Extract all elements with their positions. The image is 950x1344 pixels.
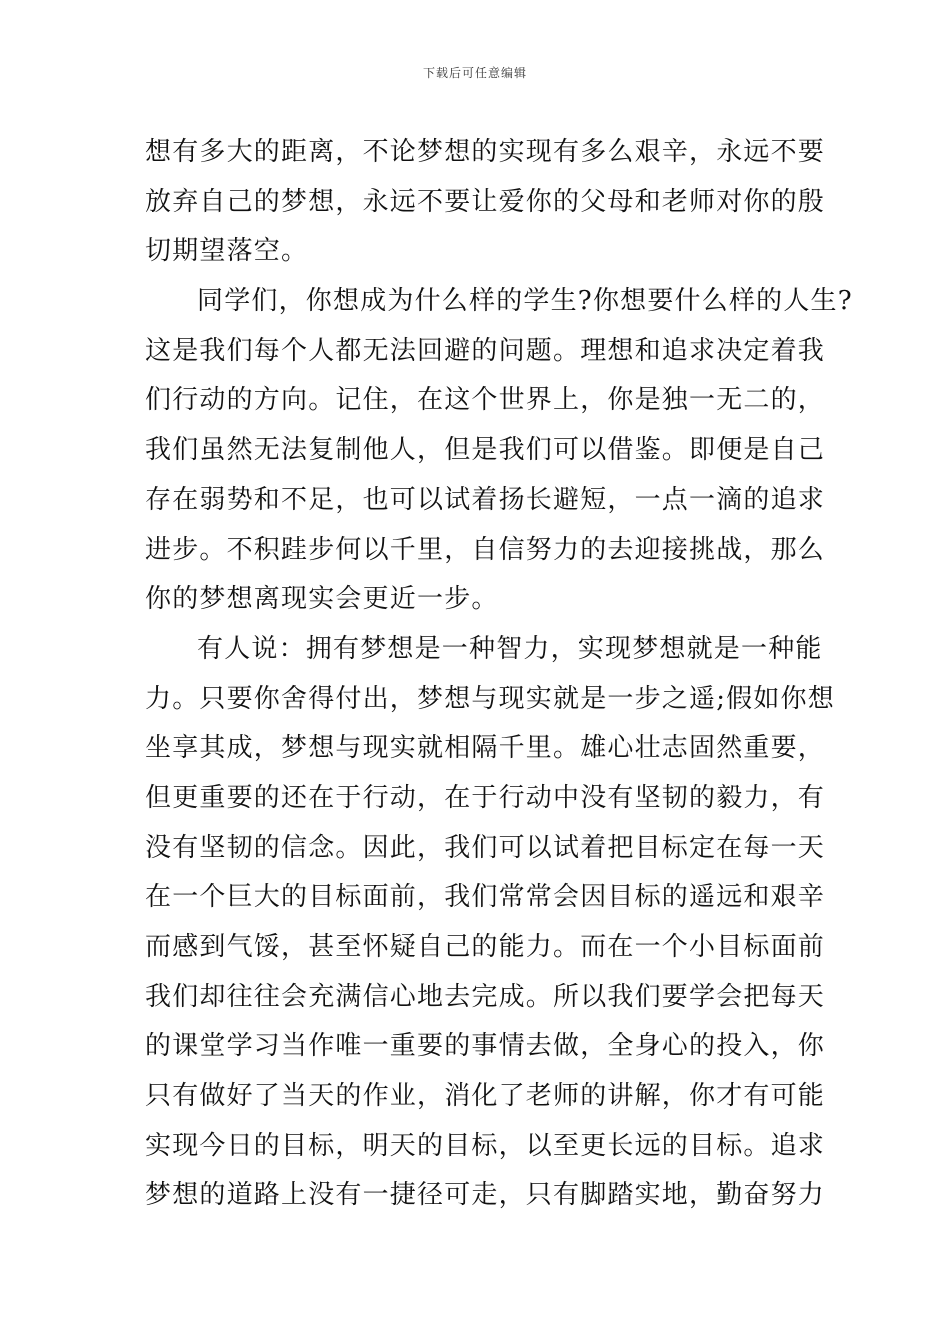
text-line: 我们却往往会充满信心地去完成。所以我们要学会把每天 (145, 981, 826, 1012)
text-line: 在一个巨大的目标面前，我们常常会因目标的遥远和艰辛 (145, 882, 826, 913)
text-line: 想有多大的距离，不论梦想的实现有多么艰辛，永远不要 (145, 137, 826, 167)
text-line: 你的梦想离现实会更近一步。 (145, 584, 499, 615)
text-line: 只有做好了当天的作业，消化了老师的讲解，你才有可能 (145, 1081, 826, 1112)
text-line: 没有坚韧的信念。因此，我们可以试着把目标定在每一天 (145, 832, 826, 863)
text-line: 这是我们每个人都无法回避的问题。理想和追求决定着我 (145, 335, 826, 366)
text-line: 但更重要的还在于行动，在于行动中没有坚韧的毅力，有 (145, 782, 826, 813)
text-line: 切期望落空。 (145, 236, 309, 267)
text-line: 坐享其成，梦想与现实就相隔千里。雄心壮志固然重要， (145, 733, 826, 764)
text-line: 存在弱势和不足，也可以试着扬长避短，一点一滴的追求 (145, 484, 826, 515)
text-line: 同学们，你想成为什么样的学生?你想要什么样的人生? (197, 286, 853, 317)
page-header: 下载后可任意编辑 (422, 66, 527, 80)
text-line: 梦想的道路上没有一捷径可走，只有脚踏实地，勤奋努力 (145, 1180, 826, 1211)
text-line: 实现今日的目标，明天的目标，以至更长远的目标。追求 (145, 1130, 826, 1161)
text-line: 有人说：拥有梦想是一种智力，实现梦想就是一种能 (197, 633, 823, 664)
text-line: 放弃自己的梦想，永远不要让爱你的父母和老师对你的殷 (145, 186, 826, 217)
text-line: 力。只要你舍得付出，梦想与现实就是一步之遥;假如你想 (145, 683, 835, 714)
text-line: 的课堂学习当作唯一重要的事情去做，全身心的投入，你 (145, 1031, 826, 1062)
body-text (145, 128, 853, 1221)
text-line: 进步。不积跬步何以千里，自信努力的去迎接挑战，那么 (145, 534, 826, 565)
text-line: 我们虽然无法复制他人，但是我们可以借鉴。即便是自己 (145, 435, 826, 466)
text-line: 而感到气馁，甚至怀疑自己的能力。而在一个小目标面前 (145, 932, 826, 962)
text-line: 们行动的方向。记住，在这个世界上，你是独一无二的， (145, 385, 826, 416)
